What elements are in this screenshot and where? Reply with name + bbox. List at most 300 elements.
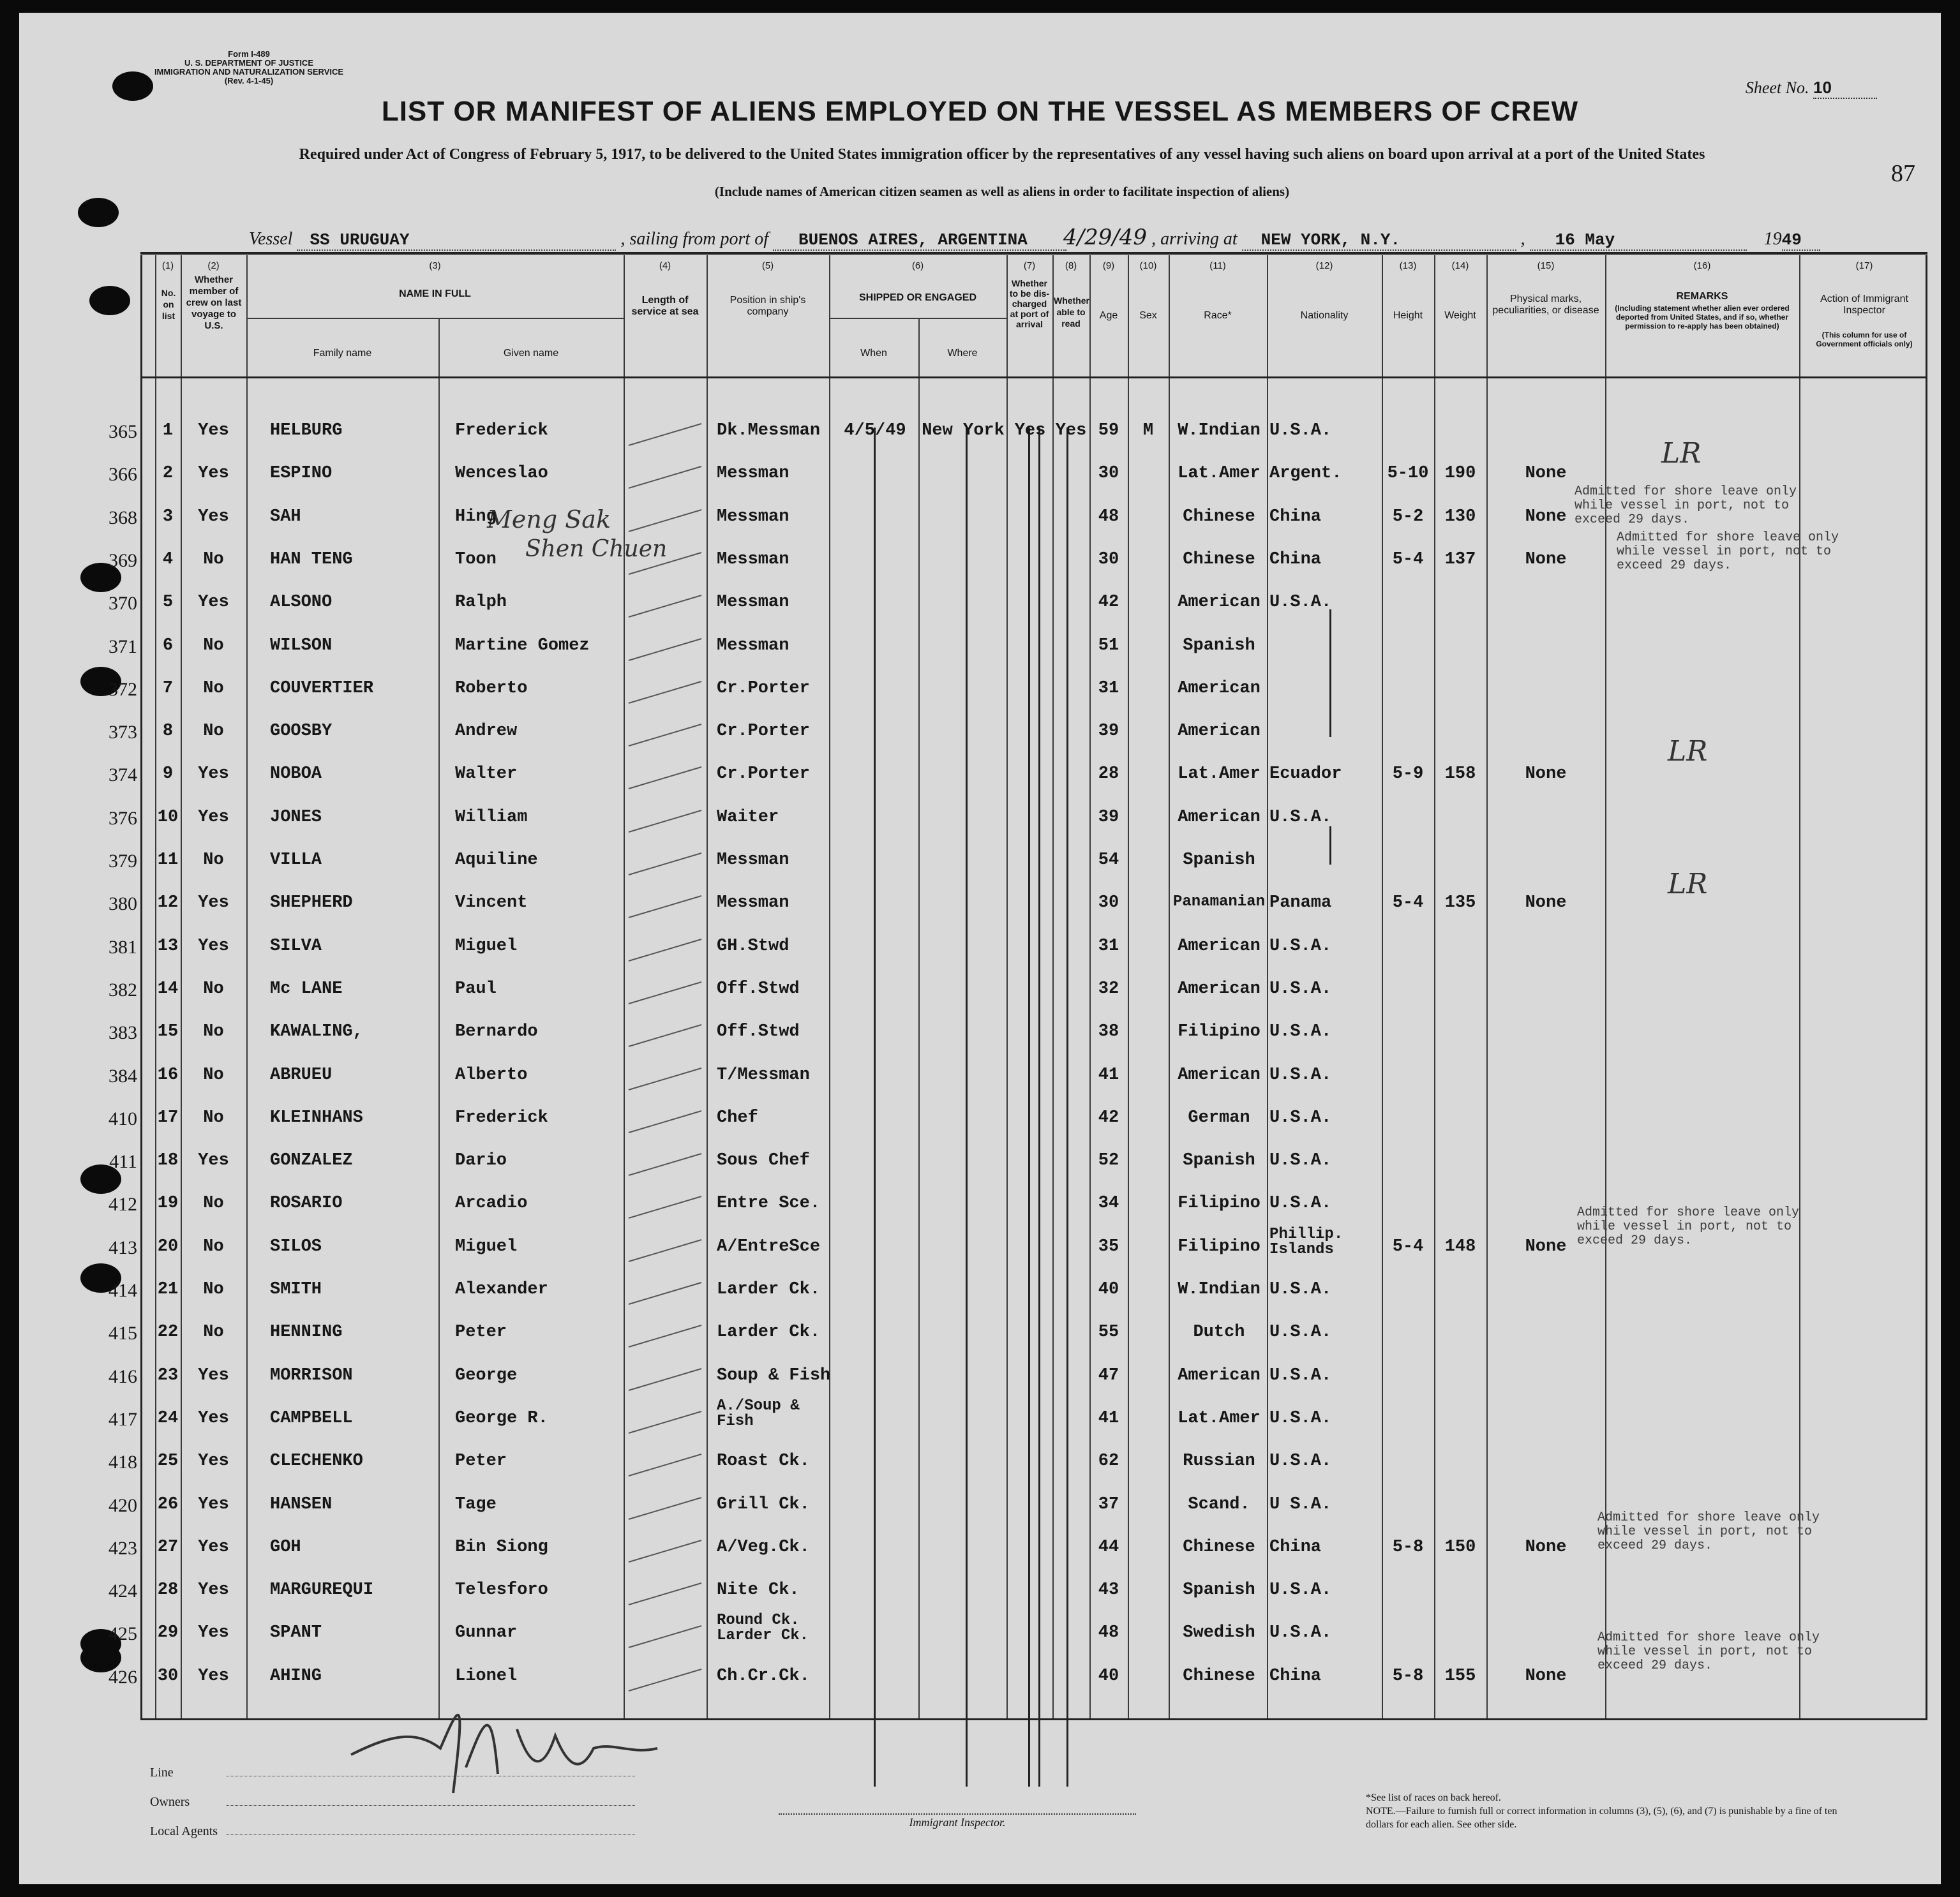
cell-age: 38 (1098, 1022, 1119, 1042)
cell-nat: U.S.A. (1269, 1623, 1332, 1643)
col-13-number: (13) (1399, 260, 1417, 271)
cell-family: SAH (270, 507, 301, 526)
row-reference-number: 413 (108, 1237, 137, 1258)
cell-nat: U.S.A. (1269, 1151, 1332, 1171)
cell-position: Roast Ck. (717, 1452, 810, 1471)
service-length-mark (624, 1445, 707, 1484)
cell-age: 40 (1098, 1280, 1119, 1299)
col-6-number: (6) (911, 260, 924, 271)
cell-position: Round Ck. Larder Ck. (717, 1612, 809, 1645)
cell-age: 62 (1098, 1452, 1119, 1471)
cell-family: SMITH (270, 1280, 322, 1299)
row-reference-number: 380 (108, 893, 137, 915)
cell-marks: None (1525, 464, 1567, 484)
service-length-mark (624, 930, 707, 969)
cell-last: Yes (198, 1365, 229, 1385)
cell-family: ABRUEU (270, 1065, 333, 1085)
table-row (108, 1271, 1926, 1312)
row-reference-number: 424 (108, 1581, 137, 1602)
cell-nat: U.S.A. (1269, 421, 1332, 440)
cell-nat: U.S.A. (1269, 1194, 1332, 1214)
sheet-number-label: Sheet No. (1745, 78, 1809, 97)
cell-family: MARGUREQUI (270, 1581, 374, 1600)
cell-given: George (455, 1365, 518, 1385)
table-row (108, 541, 1926, 582)
col-6-header: SHIPPED OR ENGAGED (858, 292, 977, 303)
col-12-number: (12) (1315, 260, 1333, 271)
row-reference-number: 382 (108, 979, 137, 1001)
cell-where: New York (922, 421, 1005, 440)
cell-family: NOBOA (270, 764, 322, 784)
cell-no: 17 (157, 1108, 179, 1127)
cell-given: Arcadio (455, 1194, 528, 1214)
table-row (108, 1612, 1926, 1655)
cell-marks: None (1525, 549, 1567, 569)
col-10-number: (10) (1139, 260, 1157, 271)
line-field: Line (150, 1758, 635, 1787)
page-subtitle: Required under Act of Congress of February 5, 1917, to be delivered to the United States immigration officer by the representatives of any vessel having such aliens on board upon arrival at a port of the United States (299, 146, 1705, 163)
service-length-mark (624, 1102, 707, 1140)
cell-age: 47 (1098, 1365, 1119, 1385)
cell-position: Sous Chef (717, 1151, 810, 1171)
cell-given: Frederick (455, 1108, 548, 1127)
form-revision: (Rev. 4-1-45) (224, 76, 274, 86)
service-length-mark (624, 1316, 707, 1355)
col-14-number: (14) (1451, 260, 1469, 271)
cell-family: SILOS (270, 1237, 322, 1256)
cell-given: Telesforo (455, 1581, 548, 1600)
form-number: Form I-489 (228, 49, 270, 59)
cell-no: 18 (157, 1151, 179, 1171)
cell-no: 15 (157, 1022, 179, 1042)
agents-field: Local Agents (150, 1817, 635, 1846)
cell-family: CAMPBELL (270, 1408, 353, 1428)
table-row (108, 1572, 1926, 1612)
table-row (108, 1185, 1926, 1226)
cell-given: Toon (455, 549, 497, 569)
cell-age: 41 (1098, 1065, 1119, 1085)
cell-last: Yes (198, 1408, 229, 1428)
handwritten-date: 4/29/49 (1063, 225, 1148, 250)
cell-nat: U.S.A. (1269, 1581, 1332, 1600)
col-16-note: (Including statement whether alien ever ordered deported from United States, and if so, whether permission to re-apply has been obtained) (1615, 304, 1790, 331)
given-name-header: Given name (503, 348, 559, 359)
table-row (108, 1397, 1926, 1441)
punch-hole (89, 286, 130, 315)
cell-race: Filipino (1178, 1022, 1261, 1042)
row-reference-number: 423 (108, 1537, 137, 1559)
cell-race: American (1178, 1065, 1261, 1085)
cell-family: HAN TENG (270, 549, 353, 569)
cell-height: 5-4 (1392, 893, 1424, 913)
cell-when: 4/5/49 (844, 421, 906, 440)
cell-position: A/Veg.Ck. (717, 1537, 810, 1557)
col-2-number: (2) (207, 260, 220, 271)
row-reference-number: 418 (108, 1452, 137, 1473)
cell-weight: 130 (1444, 507, 1476, 526)
service-length-mark (624, 1274, 707, 1312)
cell-last: No (203, 851, 224, 870)
row-reference-number: 376 (108, 807, 137, 829)
row-reference-number: 383 (108, 1022, 137, 1044)
cell-position: Larder Ck. (717, 1323, 821, 1343)
cell-family: GONZALEZ (270, 1151, 353, 1171)
cell-age: 59 (1098, 421, 1119, 440)
service-length-mark (624, 758, 707, 796)
page-subnote: (Include names of American citizen seamen as well as aliens in order to facilitate inspection of aliens) (714, 184, 1290, 199)
service-length-mark (624, 544, 707, 582)
cell-race: German (1188, 1108, 1250, 1127)
cell-nat: U.S.A. (1269, 1022, 1332, 1042)
service-length-mark (624, 1145, 707, 1183)
cell-position: A/EntreSce (717, 1237, 821, 1256)
col-15-number: (15) (1537, 260, 1555, 271)
cell-last: No (203, 1280, 224, 1299)
row-reference-number: 416 (108, 1365, 137, 1387)
cell-nat: China (1269, 507, 1322, 526)
cell-race: W.Indian (1178, 1280, 1261, 1299)
inspector-initials: LR (1661, 437, 1702, 470)
cell-no: 23 (157, 1365, 179, 1385)
table-row (108, 1486, 1926, 1527)
cell-no: 26 (157, 1494, 179, 1514)
form-identifier (128, 50, 370, 86)
cell-nat: Phillip. Islands (1269, 1225, 1343, 1258)
cell-marks: None (1525, 893, 1567, 913)
cell-marks: None (1525, 1537, 1567, 1557)
penalty-note: NOTE.—Failure to furnish full or correct information in columns (3), (5), (6), and (7) is punishable by a fine of ten dollars for each alien. See other side. (1366, 1806, 1837, 1830)
row-reference-number: 414 (108, 1280, 137, 1301)
cell-no: 8 (162, 722, 174, 741)
cell-given: Roberto (455, 678, 528, 698)
cell-no: 6 (162, 636, 174, 655)
cell-given: Miguel (455, 936, 518, 956)
service-length-mark (624, 715, 707, 754)
cell-nat: U.S.A. (1269, 1452, 1332, 1471)
col-11-number: (11) (1209, 260, 1226, 271)
cell-age: 48 (1098, 1623, 1119, 1643)
crew-table (108, 255, 1927, 1720)
vessel-label: Vessel (249, 229, 293, 249)
cell-weight: 190 (1444, 464, 1476, 484)
col-11-header: Race* (1204, 310, 1232, 321)
service-length-mark (624, 801, 707, 840)
cell-last: Yes (198, 893, 229, 913)
row-reference-number: 420 (108, 1494, 137, 1516)
cell-no: 25 (157, 1452, 179, 1471)
cell-no: 9 (162, 764, 174, 784)
cell-last: No (203, 636, 224, 655)
col-7-number: (7) (1023, 260, 1036, 271)
col-12-header: Nationality (1300, 310, 1349, 321)
page-number: 87 (1891, 160, 1915, 187)
cell-marks: None (1525, 507, 1567, 526)
cell-position: Cr.Porter (717, 678, 810, 698)
row-reference-number: 366 (108, 464, 137, 486)
service-name: IMMIGRATION AND NATURALIZATION SERVICE (154, 67, 344, 77)
cell-last: Yes (198, 807, 229, 827)
cell-given: Aquiline (455, 851, 538, 870)
cell-given: Andrew (455, 722, 518, 741)
table-row (109, 1142, 1926, 1183)
cell-given: Dario (455, 1151, 507, 1171)
cell-nat: Ecuador (1269, 764, 1342, 784)
table-row (108, 884, 1926, 925)
cell-no: 19 (157, 1194, 179, 1214)
cell-race: American (1178, 807, 1261, 827)
cell-no: 22 (157, 1323, 179, 1343)
cell-position: Messman (717, 851, 789, 870)
cell-race: Lat.Amer (1178, 1408, 1261, 1428)
cell-family: HENNING (270, 1323, 343, 1343)
cell-family: VILLA (270, 851, 322, 870)
cell-last: Yes (198, 464, 229, 484)
row-reference-number: 365 (108, 421, 137, 442)
cell-race: American (1178, 936, 1261, 956)
department-name: U. S. DEPARTMENT OF JUSTICE (184, 58, 313, 68)
cell-age: 55 (1098, 1323, 1119, 1343)
cell-position: Messman (717, 593, 789, 613)
cell-race: Chinese (1183, 1666, 1255, 1686)
table-row (108, 584, 1926, 625)
row-reference-number: 417 (108, 1408, 137, 1430)
cell-last: No (203, 1022, 224, 1042)
col-10-header: Sex (1139, 310, 1157, 321)
sailing-label: , sailing from port of (620, 229, 768, 249)
cell-no: 2 (162, 464, 174, 484)
cell-height: 5-2 (1392, 507, 1424, 526)
table-row (108, 1357, 1926, 1398)
cell-age: 51 (1098, 636, 1119, 655)
cell-race: Chinese (1183, 507, 1255, 526)
cell-family: ESPINO (270, 464, 333, 484)
service-length-mark (624, 844, 707, 882)
row-reference-number: 374 (108, 764, 137, 786)
cell-family: KAWALING, (270, 1022, 363, 1042)
service-length-mark (624, 673, 707, 711)
cell-height: 5-8 (1392, 1666, 1424, 1686)
table-row (108, 928, 1926, 969)
arrival-year: 49 (1782, 230, 1820, 251)
cell-age: 30 (1098, 464, 1119, 484)
row-reference-number: 412 (108, 1194, 137, 1216)
service-length-mark (624, 1617, 707, 1655)
vessel-name: SS URUGUAY (297, 230, 616, 251)
row-reference-number: 372 (108, 678, 137, 700)
cell-nat: U.S.A. (1269, 1065, 1332, 1085)
cell-age: 32 (1098, 979, 1119, 999)
cell-given: Tage (455, 1494, 497, 1514)
cell-no: 24 (157, 1408, 179, 1428)
cell-given: Frederick (455, 421, 548, 440)
cell-last: No (203, 722, 224, 741)
service-length-mark (624, 1360, 707, 1398)
col-16-header: REMARKS (1676, 291, 1728, 302)
cell-no: 4 (162, 549, 174, 569)
cell-nat: China (1269, 549, 1322, 569)
col-3-number: (3) (429, 260, 441, 271)
cell-position: Waiter (717, 807, 779, 827)
col-7-header: Whether to be dis-charged at port of arrival (1009, 278, 1050, 329)
cell-no: 5 (162, 593, 174, 613)
cell-position: GH.Stwd (717, 936, 789, 956)
table-row (108, 498, 1926, 539)
service-length-mark (624, 458, 707, 496)
cell-given: Wenceslao (455, 464, 548, 484)
inspector-signature-line: Immigrant Inspector. (779, 1813, 1136, 1829)
cell-nat: U.S.A. (1269, 936, 1332, 956)
cell-race: W.Indian (1178, 421, 1261, 440)
col-4-number: (4) (659, 260, 671, 271)
cell-no: 27 (157, 1537, 179, 1557)
cell-age: 31 (1098, 936, 1119, 956)
cell-last: Yes (198, 1151, 229, 1171)
cell-age: 42 (1098, 593, 1119, 613)
cell-family: ROSARIO (270, 1194, 343, 1214)
cell-position: T/Messman (717, 1065, 810, 1085)
cell-given: Peter (455, 1452, 507, 1471)
cell-nat: U.S.A. (1269, 1280, 1332, 1299)
cell-disch: Yes (1014, 421, 1046, 440)
cell-height: 5-8 (1392, 1537, 1424, 1557)
cell-age: 41 (1098, 1408, 1119, 1428)
service-length-mark (624, 887, 707, 925)
cell-race: Spanish (1183, 1151, 1255, 1171)
cell-race: American (1178, 678, 1261, 698)
cell-nat: U.S.A. (1269, 1365, 1332, 1385)
cell-last: No (203, 1108, 224, 1127)
cell-no: 3 (162, 507, 174, 526)
cell-given: Gunnar (455, 1623, 518, 1643)
cell-age: 39 (1098, 807, 1119, 827)
cell-given: Lionel (455, 1666, 518, 1686)
races-note: *See list of races on back hereof. (1366, 1792, 1501, 1803)
cell-nat: U.S.A. (1269, 1323, 1332, 1343)
cell-position: Off.Stwd (717, 979, 800, 999)
cell-last: Yes (198, 1452, 229, 1471)
cell-nat: China (1269, 1537, 1322, 1557)
cell-nat: China (1269, 1666, 1322, 1686)
cell-age: 44 (1098, 1537, 1119, 1557)
cell-weight: 158 (1444, 764, 1476, 784)
cell-family: WILSON (270, 636, 333, 655)
cell-family: KLEINHANS (270, 1108, 363, 1127)
arriving-label: , arriving at (1151, 229, 1238, 249)
row-reference-number: 379 (108, 851, 137, 872)
header-rule (140, 252, 1927, 255)
cell-height: 5-9 (1392, 764, 1424, 784)
cell-given: Paul (455, 979, 497, 999)
cell-no: 16 (157, 1065, 179, 1085)
cell-nat: U.S.A. (1269, 807, 1332, 827)
cell-position: Messman (717, 893, 789, 913)
remark-stamp: Admitted for shore leave only while vessel in port, not to exceed 29 days. (1577, 1205, 1800, 1248)
cell-age: 43 (1098, 1581, 1119, 1600)
cell-marks: None (1525, 764, 1567, 784)
cell-position: Messman (717, 636, 789, 655)
cell-age: 42 (1098, 1108, 1119, 1127)
cell-marks: None (1525, 1237, 1567, 1256)
page-title: LIST OR MANIFEST OF ALIENS EMPLOYED ON THE VESSEL AS MEMBERS OF CREW (381, 96, 1579, 127)
cell-race: American (1178, 593, 1261, 613)
col-13-header: Height (1393, 310, 1423, 321)
cell-race: Lat.Amer (1178, 464, 1261, 484)
cell-race: Scand. (1188, 1494, 1250, 1514)
inspector-initials: LR (1668, 868, 1708, 900)
cell-last: Yes (198, 764, 229, 784)
cell-height: 5-4 (1392, 1237, 1424, 1256)
cell-nat: Panama (1269, 893, 1332, 913)
col-3-header: NAME IN FULL (399, 288, 471, 299)
cell-height: 5-4 (1392, 549, 1424, 569)
cell-position: Cr.Porter (717, 764, 810, 784)
row-reference-number: 369 (108, 549, 137, 571)
cell-given: Ralph (455, 593, 507, 613)
cell-position: Off.Stwd (717, 1022, 800, 1042)
cell-age: 54 (1098, 851, 1119, 870)
cell-position: Ch.Cr.Ck. (717, 1666, 810, 1686)
cell-sex: M (1142, 421, 1154, 440)
cell-age: 35 (1098, 1237, 1119, 1256)
cell-given: Alexander (455, 1280, 548, 1299)
col-1-number: (1) (161, 260, 174, 271)
cell-race: American (1178, 722, 1261, 741)
cell-race: Spanish (1183, 636, 1255, 655)
sailing-port: BUENOS AIRES, ARGENTINA (773, 230, 1066, 251)
cell-last: Yes (198, 936, 229, 956)
cell-given: Vincent (455, 893, 528, 913)
service-length-mark (624, 630, 707, 668)
cell-given: Bin Siong (455, 1537, 548, 1557)
cell-family: SPANT (270, 1623, 322, 1643)
cell-last: Yes (198, 507, 229, 526)
cell-no: 12 (157, 893, 179, 913)
cell-age: 40 (1098, 1666, 1119, 1686)
table-row (108, 1314, 1926, 1355)
col-17-number: (17) (1855, 260, 1873, 271)
col-1-header: No. on list (161, 288, 176, 321)
cell-last: No (203, 1194, 224, 1214)
row-reference-number: 425 (108, 1623, 137, 1645)
service-length-mark (624, 415, 707, 453)
cell-given: Walter (455, 764, 518, 784)
cell-given: George R. (455, 1408, 548, 1428)
cell-height: 5-10 (1387, 464, 1429, 484)
cell-race: Swedish (1183, 1623, 1255, 1643)
cell-position: Messman (717, 464, 789, 484)
cell-last: Yes (198, 1581, 229, 1600)
cell-race: Filipino (1178, 1194, 1261, 1214)
cell-no: 14 (157, 979, 179, 999)
table-row (108, 971, 1926, 1011)
col-14-header: Weight (1444, 310, 1476, 321)
cell-family: SHEPHERD (270, 893, 353, 913)
cell-no: 1 (162, 421, 174, 440)
cell-age: 31 (1098, 678, 1119, 698)
family-name-header: Family name (313, 348, 372, 359)
cell-family: HANSEN (270, 1494, 333, 1514)
cell-given: Alberto (455, 1065, 528, 1085)
cell-last: No (203, 1065, 224, 1085)
cell-last: Yes (198, 1666, 229, 1686)
cell-family: GOOSBY (270, 722, 333, 741)
cell-last: No (203, 549, 224, 569)
cell-age: 37 (1098, 1494, 1119, 1514)
cell-race: Filipino (1178, 1237, 1261, 1256)
footer-notes (1366, 1791, 1864, 1831)
cell-family: AHING (270, 1666, 322, 1686)
cell-no: 29 (157, 1623, 179, 1643)
